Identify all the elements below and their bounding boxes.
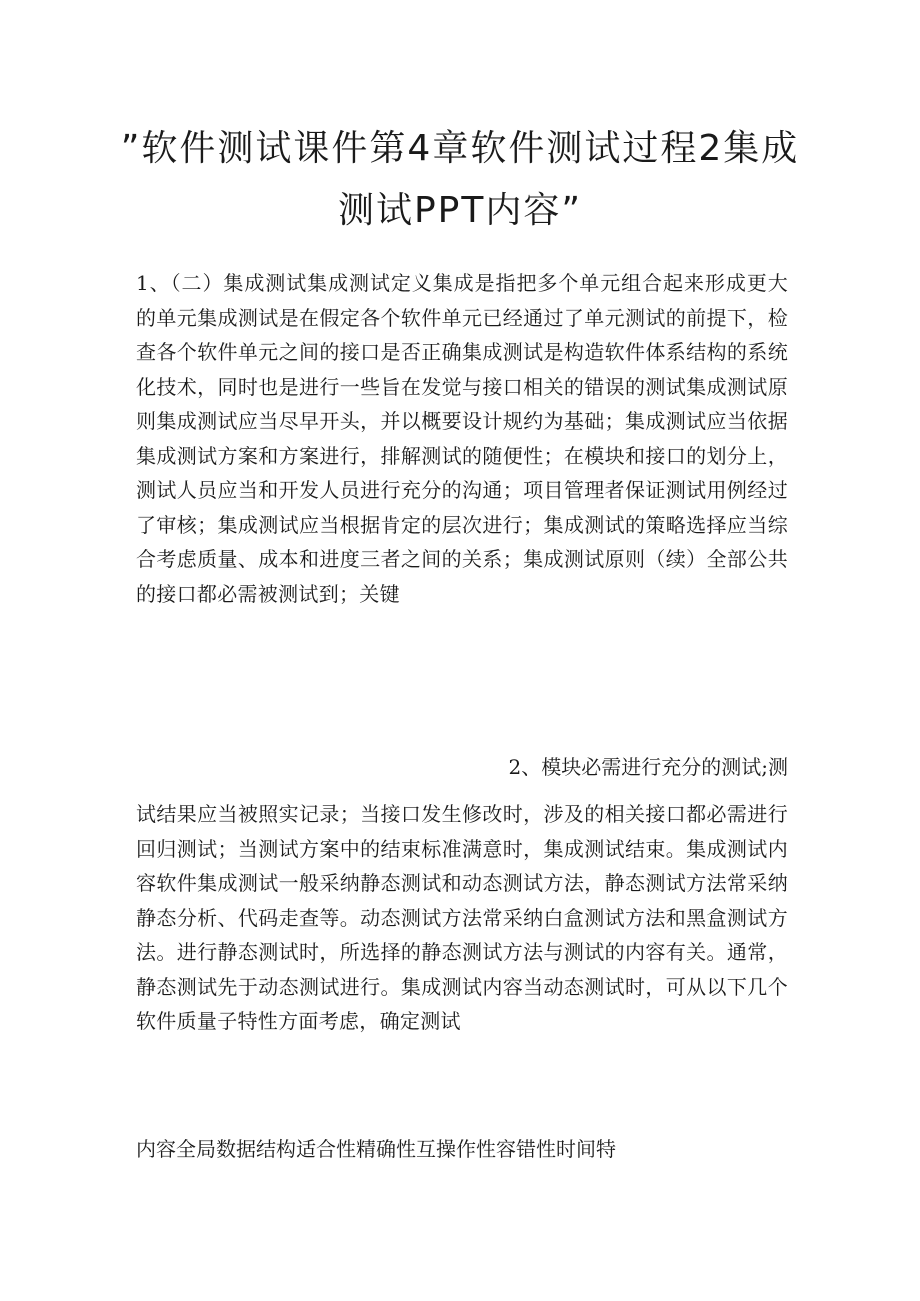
paragraph-2: 试结果应当被照实记录；当接口发生修改时，涉及的相关接口都必需进行回归测试；当测试方案中的结束标准满意时，集成测试结束。集成测试内容软件集成测试一般采纳静态测试和动态测试方法，静态测试方法常采纳静态分析、代码走查等。动态测试方法常采纳白盒测试方法和黑盒测试方法。进行静态测试时，所选择的静态测试方法与测试的内容有关。通常，静态测试先于动态测试进行。集成测试内容当动态测试时，可从以下几个软件质量子特性方面考虑，确定测试 [136, 802, 788, 1033]
paragraph-2-heading: 2、模块必需进行充分的测试;测 [508, 755, 788, 779]
document-title: ”软件测试课件第4章软件测试过程2集成测试PPT内容” [120, 128, 800, 231]
paragraph-1: 1、（二）集成测试集成测试定义集成是指把多个单元组合起来形成更大的单元集成测试是在假定各个软件单元已经通过了单元测试的前提下，检查各个软件单元之间的接口是否正确集成测试是构造软件体系结构的系统化技术，同时也是进行一些旨在发觉与接口相关的错误的测试集成测试原则集成测试应当尽早开头，并以概要设计规约为基础；集成测试应当依据集成测试方案和方案进行，排解测试的随便性；在模块和接口的划分上，测试人员应当和开发人员进行充分的沟通；项目管理者保证测试用例经过了审核；集成测试应当根据肯定的层次进行；集成测试的策略选择应当综合考虑质量、成本和进度三者之间的关系；集成测试原则（续）全部公共的接口都必需被测试到；关键 [136, 271, 788, 606]
paragraph-3: 内容全局数据结构适合性精确性互操作性容错性时间特 [136, 1137, 616, 1161]
